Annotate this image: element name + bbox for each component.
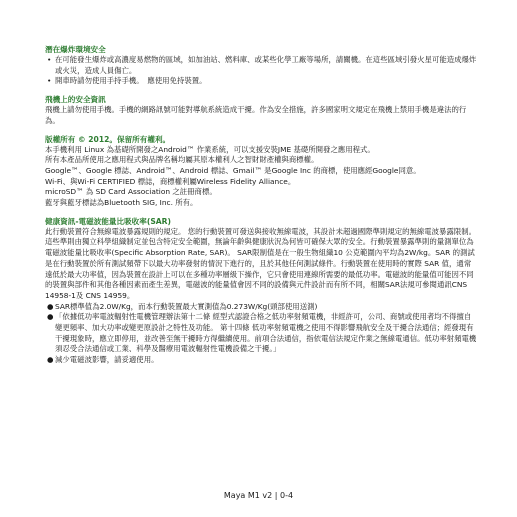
copyright-line: Wi-Fi、與Wi-Fi CERTIFIED 標誌，商標權利屬Wireless Fidelity Alliance。 — [45, 176, 296, 186]
footer-separator: | — [274, 491, 278, 500]
bullet-icon: • — [47, 55, 52, 64]
bullet-icon: ● — [47, 312, 54, 322]
copyright-line: Google™、Google 標誌、Android™、Android 標誌、Gmail™ 是Google Inc 的商標，使用應經Google同意。 — [45, 165, 421, 175]
page-footer — [0, 491, 517, 500]
copyright-line: 本手機利用 Linux 為基礎所開發之Android™ 作業系統，可以支援安裝JME 基礎所開發之應用程式。 — [45, 144, 375, 154]
page-content — [45, 44, 477, 366]
section-heading-explosive: 潛在爆炸環境安全 — [45, 45, 106, 54]
bullet-icon: ● — [47, 301, 54, 311]
bullet-item: ● 「依據低功率電波輻射性電機管理辦法第十二條 經型式認證合格之低功率射頻電機，非經許可，公司、商號或使用者均不得擅自變更頻率、加大功率或變更原設計之特性及功能。 第十四條 低功率射頻電機之使用不得影響飛航安全及干擾合法通信；經發現有干擾現象時，應立即停用，並改善至無干擾時方得繼續使用。前項合法通信，指依電信法規定作業之無線電通信。低功率射頻電機須忍受合法通信或工業、科學及醫療用電波輻射性電機設備之干擾。」 — [47, 312, 477, 354]
bullet-item: • 開車時請勿使用手持手機。 應使用免持裝置。 — [47, 76, 207, 86]
bullet-item: ● 減少電磁波影響，請妥適使用。 — [47, 355, 159, 365]
copyright-line: 所有本產品所使用之應用程式與品牌名稱均屬其原本權利人之智財財產權與商標權。 — [45, 155, 319, 165]
bullet-icon: ● — [47, 355, 54, 365]
footer-page-number: 0-4 — [280, 491, 294, 500]
footer-model: Maya M1 v2 — [223, 491, 273, 500]
section-heading-sar: 健康資訊-電磁波能量比吸收率(SAR) — [45, 216, 172, 226]
bullet-icon: • — [47, 76, 52, 86]
bullet-list-sar — [45, 302, 477, 366]
section-heading-aircraft: 飛機上的安全資訊 — [45, 95, 106, 105]
bullet-item: ● SAR標準值為2.0W/Kg，而本行動裝置最大實測值為0.273W/Kg(頭部使用送測) — [47, 301, 318, 311]
copyright-line: microSD™ 為 SD Card Association 之註冊商標。 — [45, 187, 217, 197]
sar-body-text: 此行動裝置符合無線電波暴露規則的規定。 您的行動裝置可發送與接收無線電波，其設計未超過國際準則規定的無線電波暴露限制。 這些準則由獨立科學組織制定並包含特定安全範圍，無論年齡與健康狀況為何皆可確保大眾的安全。行動裝置暴露準則的量測單位為電磁波能量比吸收率(Specific Absorption Rate, SAR)。 SAR限制值是在一般生物組織10 公克範圍內平均為2W/kg。SAR 的測試是在行動裝置於所有測試頻帶下以最大功率發射的情況下進行的，且於其他任何測試條件。行動裝置在使用時的實際 SAR 值，通常遠低於最大功率值，因為裝置在設計上可以在多種功率層級下操作，它只會使用連線所需要的最低功率。電磁波的能量值可能因不同的裝置與部件和其他各種因素而產生差異，電磁波的能量值會因不同的設備與元件設計而有所不同，相關SAR法規可參閱通訊CNS 14958-1及 CNS 14959。 — [45, 226, 477, 300]
section-heading-copyright: 版權所有 © 2012。保留所有權利。 — [45, 134, 171, 144]
bullet-list-explosive — [45, 55, 477, 87]
bullet-item: • 在可能發生爆炸或高濃度易燃物的區域，如加油站、燃料庫、或某些化學工廠等場所，請關機。在這些區域引發火星可能造成爆炸或火災，造成人員傷亡。 — [47, 55, 477, 75]
copyright-line: 藍牙與藍牙標誌為Bluetooth SIG, Inc. 所有。 — [45, 198, 198, 208]
aircraft-safety-text: 飛機上請勿使用手機。手機的網路訊號可能對導航系統造成干擾。作為安全措施，許多國家明文規定在飛機上禁用手機是違法的行為。 — [45, 105, 467, 125]
